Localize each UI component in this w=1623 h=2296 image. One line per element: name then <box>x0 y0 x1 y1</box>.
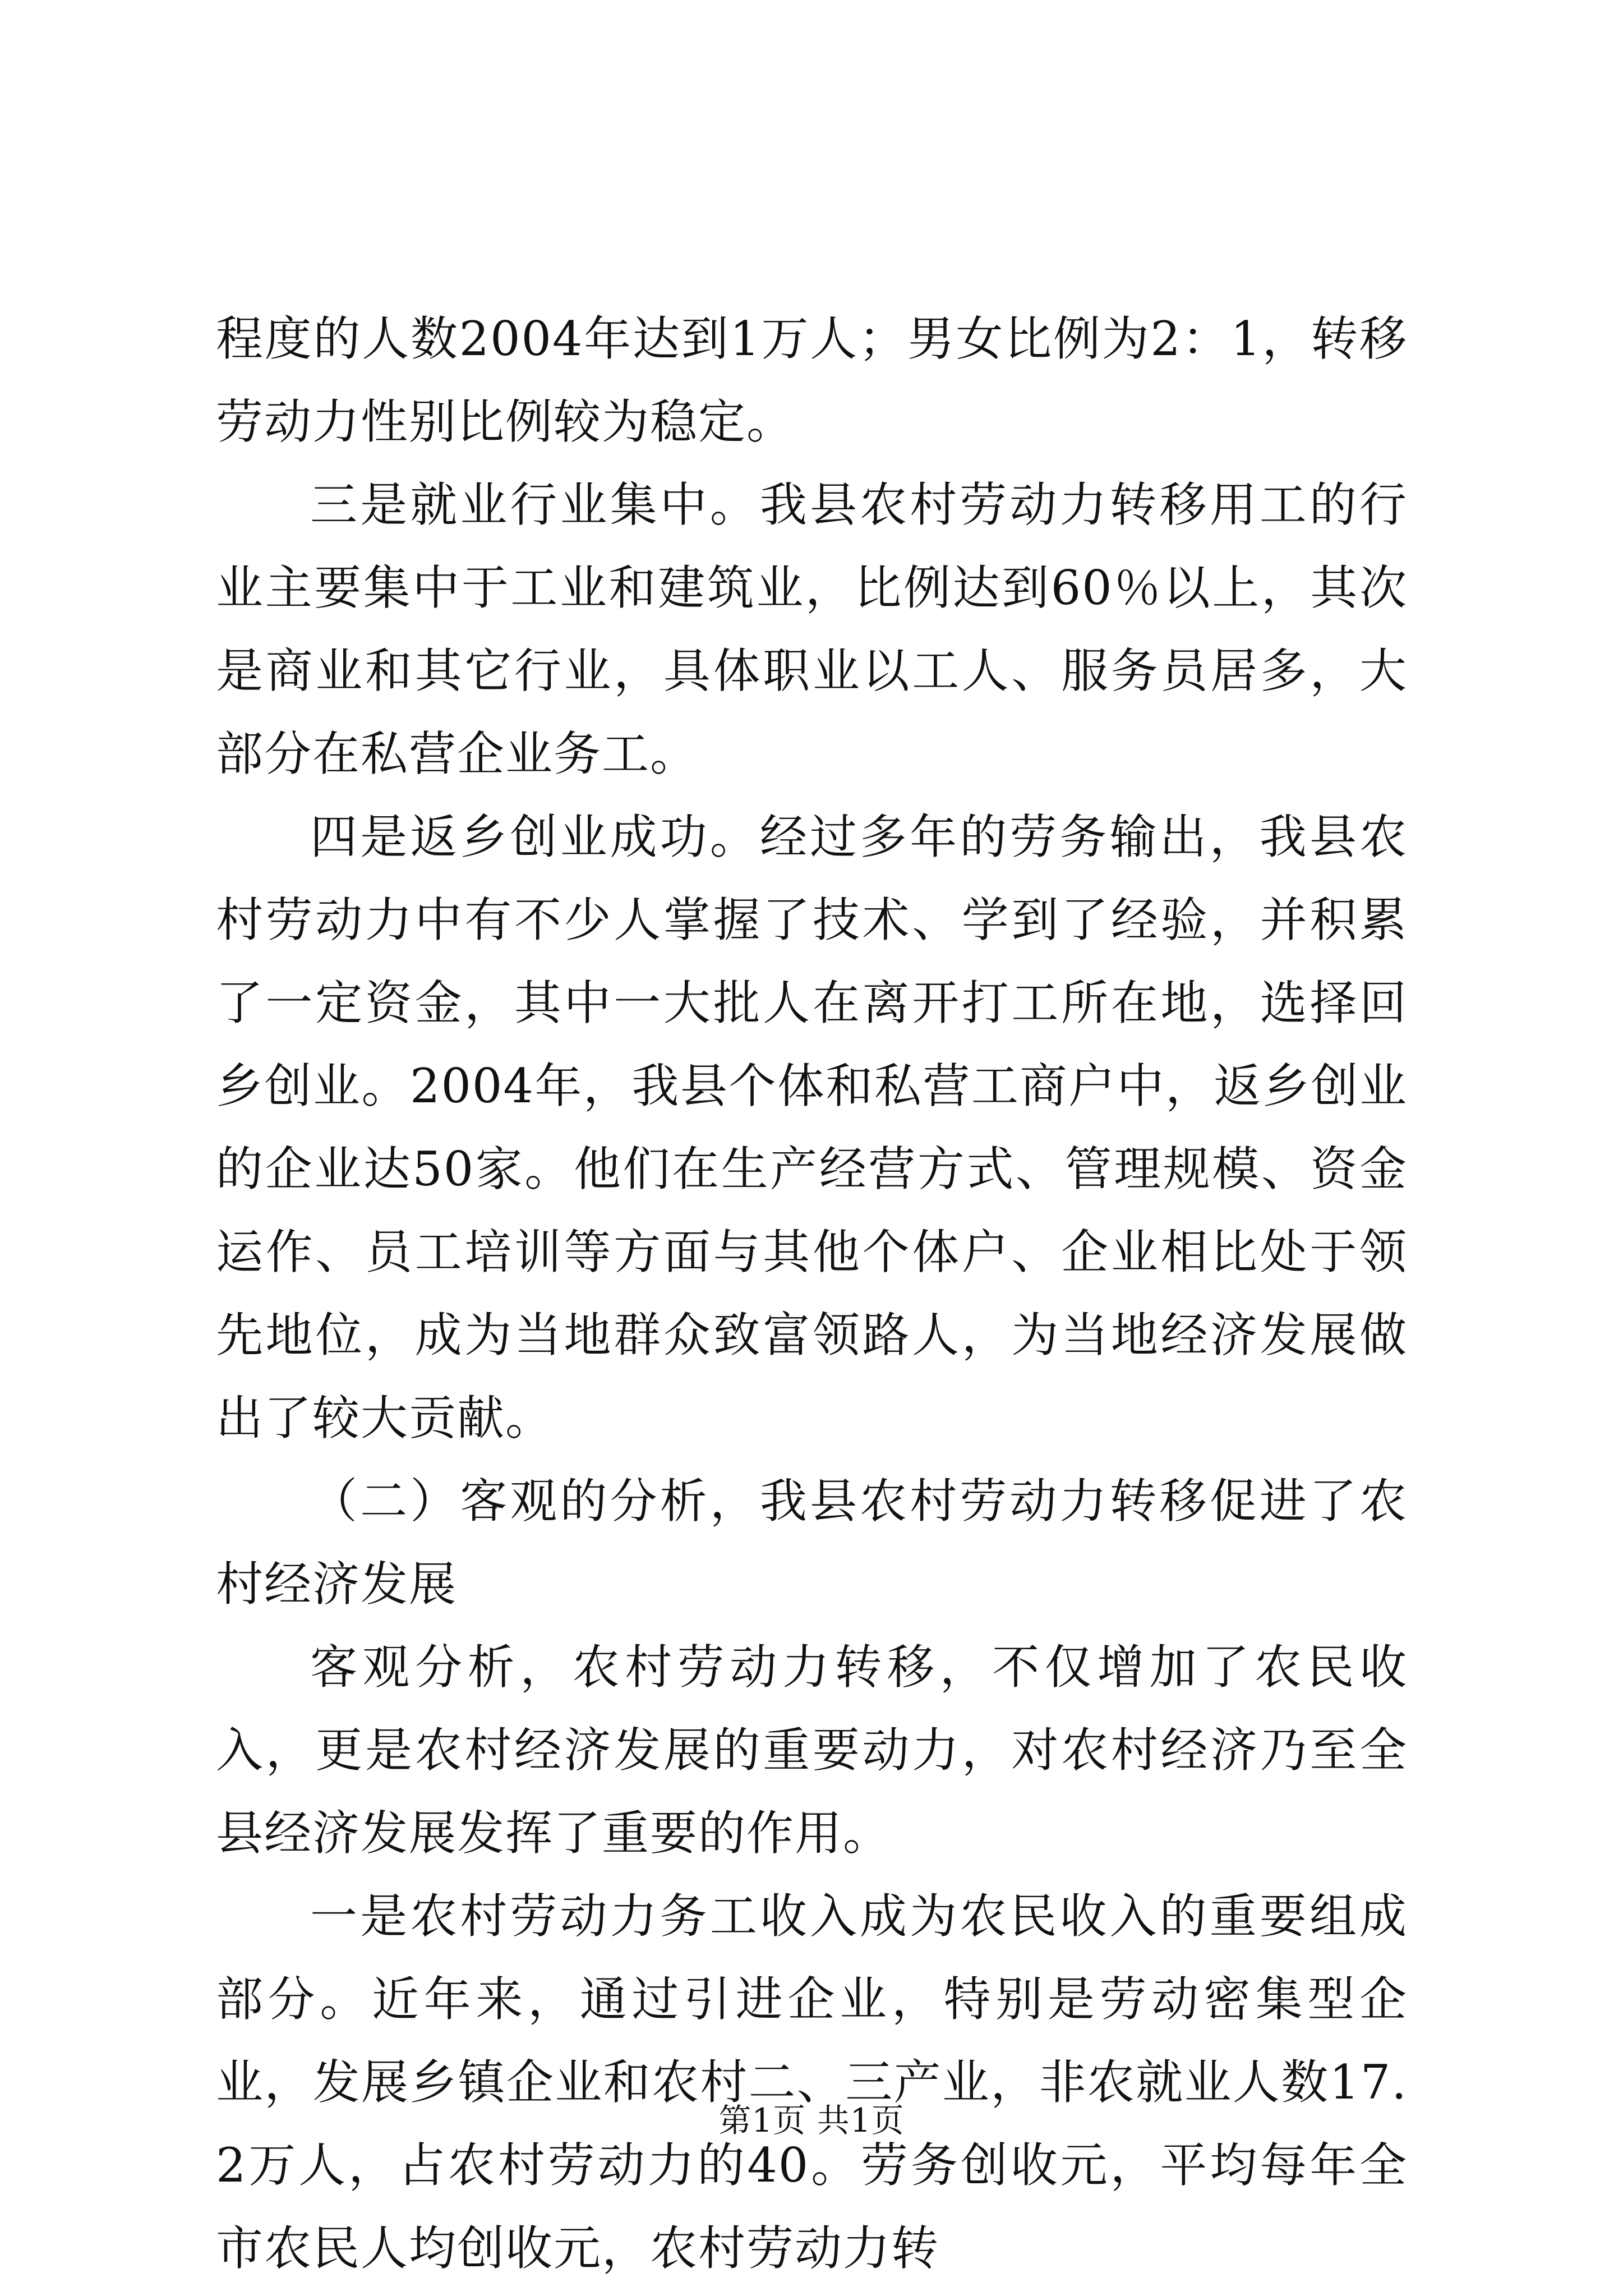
paragraph-2: 三是就业行业集中。我县农村劳动力转移用工的行业主要集中于工业和建筑业，比例达到60％以上，其次是商业和其它行业，具体职业以工人、服务员居多，大部分在私营企业务工。 <box>216 477 1408 781</box>
page-footer: 第1页 共1页 <box>718 2101 905 2139</box>
paragraph-5: 一是农村劳动力务工收入成为农民收入的重要组成部分。近年来，通过引进企业，特别是劳动密集型企业，发展乡镇企业和农村二、三产业，非农就业人数17.2万人，占农村劳动力的40。劳务创收元，平均每年全市农民人均创收元，农村劳动力转 <box>216 1889 1408 2276</box>
document-body <box>216 297 1408 2290</box>
paragraph-1: 程度的人数2004年达到1万人；男女比例为2：1，转移劳动力性别比例较为稳定。 <box>216 311 1408 449</box>
section-heading: （二）客观的分析，我县农村劳动力转移促进了农村经济发展 <box>216 1474 1408 1612</box>
paragraph-3: 四是返乡创业成功。经过多年的劳务输出，我县农村劳动力中有不少人掌握了技术、学到了经验，并积累了一定资金，其中一大批人在离开打工所在地，选择回乡创业。2004年，我县个体和私营工商户中，返乡创业的企业达50家。他们在生产经营方式、管理规模、资金运作、员工培训等方面与其他个体户、企业相比处于领先地位，成为当地群众致富领路人，为当地经济发展做出了较大贡献。 <box>216 809 1408 1446</box>
paragraph-4: 客观分析，农村劳动力转移，不仅增加了农民收入，更是农村经济发展的重要动力，对农村经济乃至全县经济发展发挥了重要的作用。 <box>216 1640 1408 1861</box>
